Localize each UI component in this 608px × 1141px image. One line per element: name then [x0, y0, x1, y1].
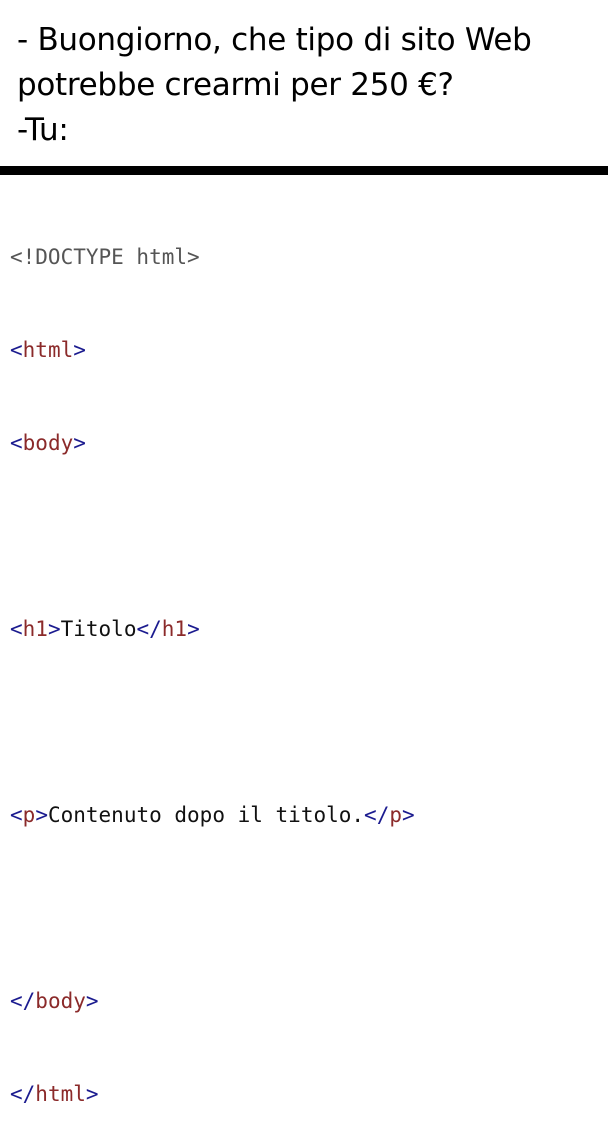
p-close-tag: p [389, 803, 402, 827]
body-open-tag: body [22, 431, 74, 455]
h1-close-tag: h1 [161, 617, 188, 641]
code-line-p: <p>Contenuto dopo il titolo.</p> [10, 803, 415, 827]
p-text: Contenuto dopo il titolo. [47, 803, 365, 827]
p-open-tag: p [22, 803, 36, 827]
caption-line-3: -Tu: [17, 112, 69, 148]
html-close-tag: html [35, 1082, 86, 1106]
code-line-h1: <h1>Titolo</h1> [10, 617, 200, 641]
code-line-html-open: <html> [10, 338, 86, 362]
code-line-blank-3 [10, 893, 600, 924]
h1-text: Titolo [60, 617, 137, 641]
body-close-tag: body [35, 989, 86, 1013]
divider-bar [0, 166, 608, 175]
code-line-doctype [10, 242, 600, 273]
code-line-blank-1 [10, 521, 600, 552]
html-open-tag: html [22, 338, 74, 362]
code-line-body-open: <body> [10, 431, 86, 455]
doctype-declaration: <!DOCTYPE html> [10, 245, 200, 269]
code-line-body-close: </body> [10, 989, 99, 1013]
code-block [10, 180, 600, 1141]
h1-open-tag: h1 [22, 617, 48, 641]
caption-panel [0, 0, 608, 166]
code-line-html-close: </html> [10, 1082, 99, 1106]
meme-caption [17, 18, 597, 153]
caption-line-2: potrebbe crearmi per 250 €? [17, 67, 454, 103]
caption-line-1: - Buongiorno, che tipo di sito Web [17, 22, 532, 58]
code-line-blank-2 [10, 707, 600, 738]
